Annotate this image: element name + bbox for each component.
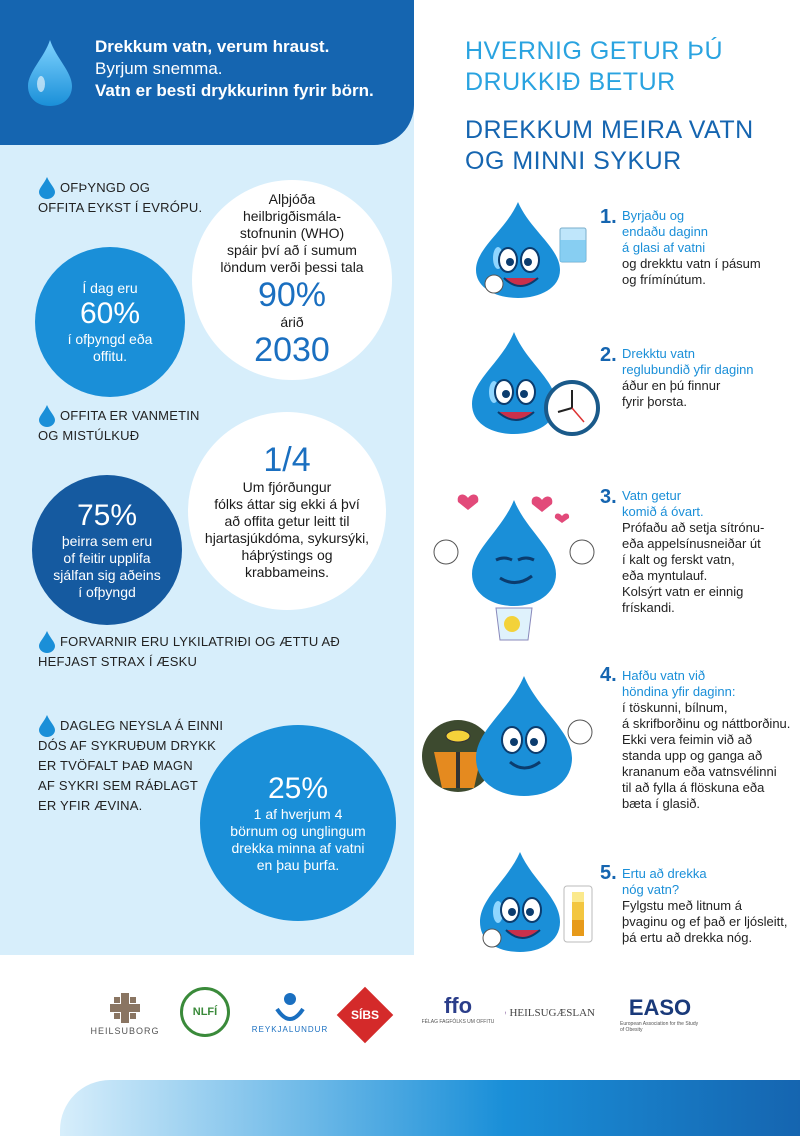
title-main: [465, 115, 785, 177]
header-line3: Vatn er besti drykkurinn fyrir börn.: [95, 81, 374, 100]
stat-value: 1/4: [263, 441, 311, 479]
stat-circle-quarter: [188, 412, 386, 610]
heilsuborg-icon: [110, 993, 140, 1023]
stat-text: of feitir upplifa: [63, 550, 151, 566]
step-body: Ekki vera feimin við að: [622, 732, 753, 747]
stat-circle-25: [200, 725, 396, 921]
step-text: [622, 488, 794, 616]
stat-circle-75: [32, 475, 182, 625]
stat-text: spáir því að í sumum: [227, 242, 357, 258]
water-drop-icon: [38, 176, 56, 200]
step-body: í töskunni, bílnum,: [622, 700, 728, 715]
stat-text: 1 af hverjum 4: [253, 806, 343, 822]
step-highlight: endaðu daginn: [622, 224, 709, 239]
stat-text: hjartasjúkdóma, sykursýki,: [204, 530, 370, 546]
stat-circle-60: [35, 247, 185, 397]
partner-logos: [0, 985, 800, 1055]
step-number: 1.: [600, 206, 617, 228]
logo-label: SÍBS: [350, 1007, 380, 1022]
logo-ffo: [418, 993, 498, 1025]
step-body: áður en þú finnur: [622, 378, 721, 393]
step-body: þvaginu og ef það er ljósleitt,: [622, 914, 788, 929]
bottom-decorative-band: [60, 1080, 800, 1136]
fact1-heading-line1: OFÞYNGD OG: [60, 180, 151, 195]
water-drop-mascot-with-color-chart: [468, 848, 598, 958]
step-highlight: Ertu að drekka: [622, 866, 707, 881]
stat-text: í ofþyngd: [78, 584, 136, 600]
stat-pre: Í dag eru: [82, 279, 138, 296]
step-number: 4.: [600, 664, 617, 686]
fact3-heading: [38, 632, 368, 672]
step-highlight: komið á óvart.: [622, 504, 704, 519]
stat-text: fólks áttar sig ekki á því: [214, 496, 360, 512]
water-drop-mascot-with-glass: [468, 200, 598, 300]
water-drop-mascot-with-hearts: [430, 490, 600, 650]
stat-text: drekka minna af vatni: [231, 840, 365, 856]
heilsugaeslan-icon: [505, 999, 506, 1027]
stat-post: í ofþyngd eða: [67, 330, 153, 347]
stat-value: 90%: [257, 276, 327, 314]
reykjalundur-icon: [273, 989, 307, 1025]
logo-sublabel: European Association for the Study of Obesity: [620, 1021, 699, 1033]
stat-text: en þau þurfa.: [256, 857, 340, 873]
logo-label: NLFÍ: [192, 1006, 218, 1018]
stat-text: Um fjórðungur: [242, 479, 332, 495]
stat-value: 75%: [76, 499, 138, 532]
fact4-heading-line4: AF SYKRI SEM RÁÐLAGT: [38, 778, 199, 793]
stat-text: stofnunin (WHO): [239, 225, 345, 241]
step-text: [622, 346, 792, 410]
step-text: [622, 866, 798, 946]
stat-text: að offita getur leitt til: [224, 513, 350, 529]
step-body: bæta í glasið.: [622, 796, 701, 811]
fact3-heading-line2: HEFJAST STRAX Í ÆSKU: [38, 654, 198, 669]
title-line1: HVERNIG GETUR ÞÚ: [465, 37, 724, 65]
step-highlight: Hafðu vatn við: [622, 668, 706, 683]
fact4-heading-line1: DAGLEG NEYSLA Á EINNI: [60, 718, 224, 733]
step-highlight: Drekktu vatn: [622, 346, 695, 361]
stat-text: sjálfan sig aðeins: [53, 567, 161, 583]
stat-value: 60%: [79, 296, 141, 330]
logo-label: REYKJALUNDUR: [251, 1025, 329, 1034]
step-body: fyrir þorsta.: [622, 394, 688, 409]
stat-text: löndum verði þessi tala: [220, 259, 364, 275]
logo-sublabel: FÉLAG FAGFÓLKS UM OFFITU: [421, 1019, 495, 1025]
fact4-heading-line5: ER YFIR ÆVINA.: [38, 798, 143, 813]
step-text: [622, 208, 792, 288]
logo-easo: [620, 995, 700, 1033]
logo-label: ffo: [443, 993, 473, 1018]
step-highlight: á glasi af vatni: [622, 240, 706, 255]
stat-text: árið: [280, 314, 304, 330]
stat-value: 25%: [267, 772, 329, 805]
step-body: Prófaðu að setja sítrónu-: [622, 520, 765, 535]
logo-reykjalundur: [251, 989, 329, 1034]
step-body: í kalt og ferskt vatn,: [622, 552, 735, 567]
logo-nlfi: [180, 987, 230, 1037]
logo-label: EASO: [628, 995, 692, 1020]
water-drop-icon: [38, 630, 56, 654]
step-number: 2.: [600, 344, 617, 366]
step-highlight: Vatn getur: [622, 488, 682, 503]
title-line3: DREKKUM MEIRA VATN: [465, 116, 754, 144]
step-body: til að fylla á flöskuna eða: [622, 780, 765, 795]
water-drop-mascot-with-bottle: [412, 670, 602, 810]
title-line2: DRUKKIÐ BETUR: [465, 68, 676, 96]
logo-heilsugaeslan: [505, 999, 595, 1027]
stat-circle-who: [192, 180, 392, 380]
logo-heilsuborg: [90, 993, 160, 1036]
header-line2: Byrjum snemma.: [95, 59, 223, 78]
title-question: [465, 36, 785, 98]
stat-text: börnum og unglingum: [230, 823, 366, 839]
step-number: 5.: [600, 862, 617, 884]
stat-text: þeirra sem eru: [61, 533, 153, 549]
step-highlight: Byrjaðu og: [622, 208, 685, 223]
stat-text: krabbameins.: [244, 564, 330, 580]
header-band: [0, 0, 414, 145]
step-body: og drekktu vatn í pásum: [622, 256, 761, 271]
fact4-heading-line2: DÓS AF SYKRUÐUM DRYKK: [38, 738, 217, 753]
stat-text: Alþjóða: [268, 191, 316, 207]
logo-label: HEILSUBORG: [90, 1026, 160, 1036]
fact3-heading-line1: FORVARNIR ERU LYKILATRIÐI OG ÆTTU AÐ: [60, 634, 340, 649]
step-body: Fylgstu með litnum á: [622, 898, 742, 913]
fact1-heading-line2: OFFITA EYKST Í EVRÓPU.: [38, 200, 203, 215]
water-drop-icon: [26, 38, 74, 108]
step-highlight: nóg vatn?: [622, 882, 680, 897]
water-drop-icon: [38, 404, 56, 428]
stat-text: háþrýstings og: [241, 547, 333, 563]
step-highlight: reglubundið yfir daginn: [622, 362, 754, 377]
logo-label: HEILSUGÆSLAN: [509, 1007, 595, 1019]
step-body: frískandi.: [622, 600, 675, 615]
step-body: eða appelsínusneiðar út: [622, 536, 761, 551]
step-number: 3.: [600, 486, 617, 508]
water-drop-mascot-with-clock: [462, 330, 602, 440]
step-body: eða myntulauf.: [622, 568, 708, 583]
step-body: á skrifborðinu og náttborðinu.: [622, 716, 791, 731]
step-text: [622, 668, 798, 812]
header-line1: Drekkum vatn, verum hraust.: [95, 37, 330, 56]
water-drop-icon: [38, 714, 56, 738]
fact2-heading: [38, 406, 238, 446]
step-highlight: höndina yfir daginn:: [622, 684, 736, 699]
title-line4: OG MINNI SYKUR: [465, 147, 682, 175]
stat-year: 2030: [254, 331, 330, 369]
step-body: og frímínútum.: [622, 272, 706, 287]
stat-text: heilbrigðismála-: [242, 208, 342, 224]
step-body: krananum eða vatnsvélinni: [622, 764, 777, 779]
fact2-heading-line2: OG MISTÚLKUÐ: [38, 428, 140, 443]
step-body: Kolsýrt vatn er einnig: [622, 584, 744, 599]
fact4-heading-line3: ER TVÖFALT ÞAÐ MAGN: [38, 758, 193, 773]
fact1-heading: [38, 178, 238, 218]
stat-post: offitu.: [93, 347, 127, 364]
step-body: þá ertu að drekka nóg.: [622, 930, 753, 945]
step-body: standa upp og ganga að: [622, 748, 763, 763]
logo-sibs: [337, 987, 394, 1044]
header-text: [95, 36, 405, 102]
fact2-heading-line1: OFFITA ER VANMETIN: [60, 408, 200, 423]
